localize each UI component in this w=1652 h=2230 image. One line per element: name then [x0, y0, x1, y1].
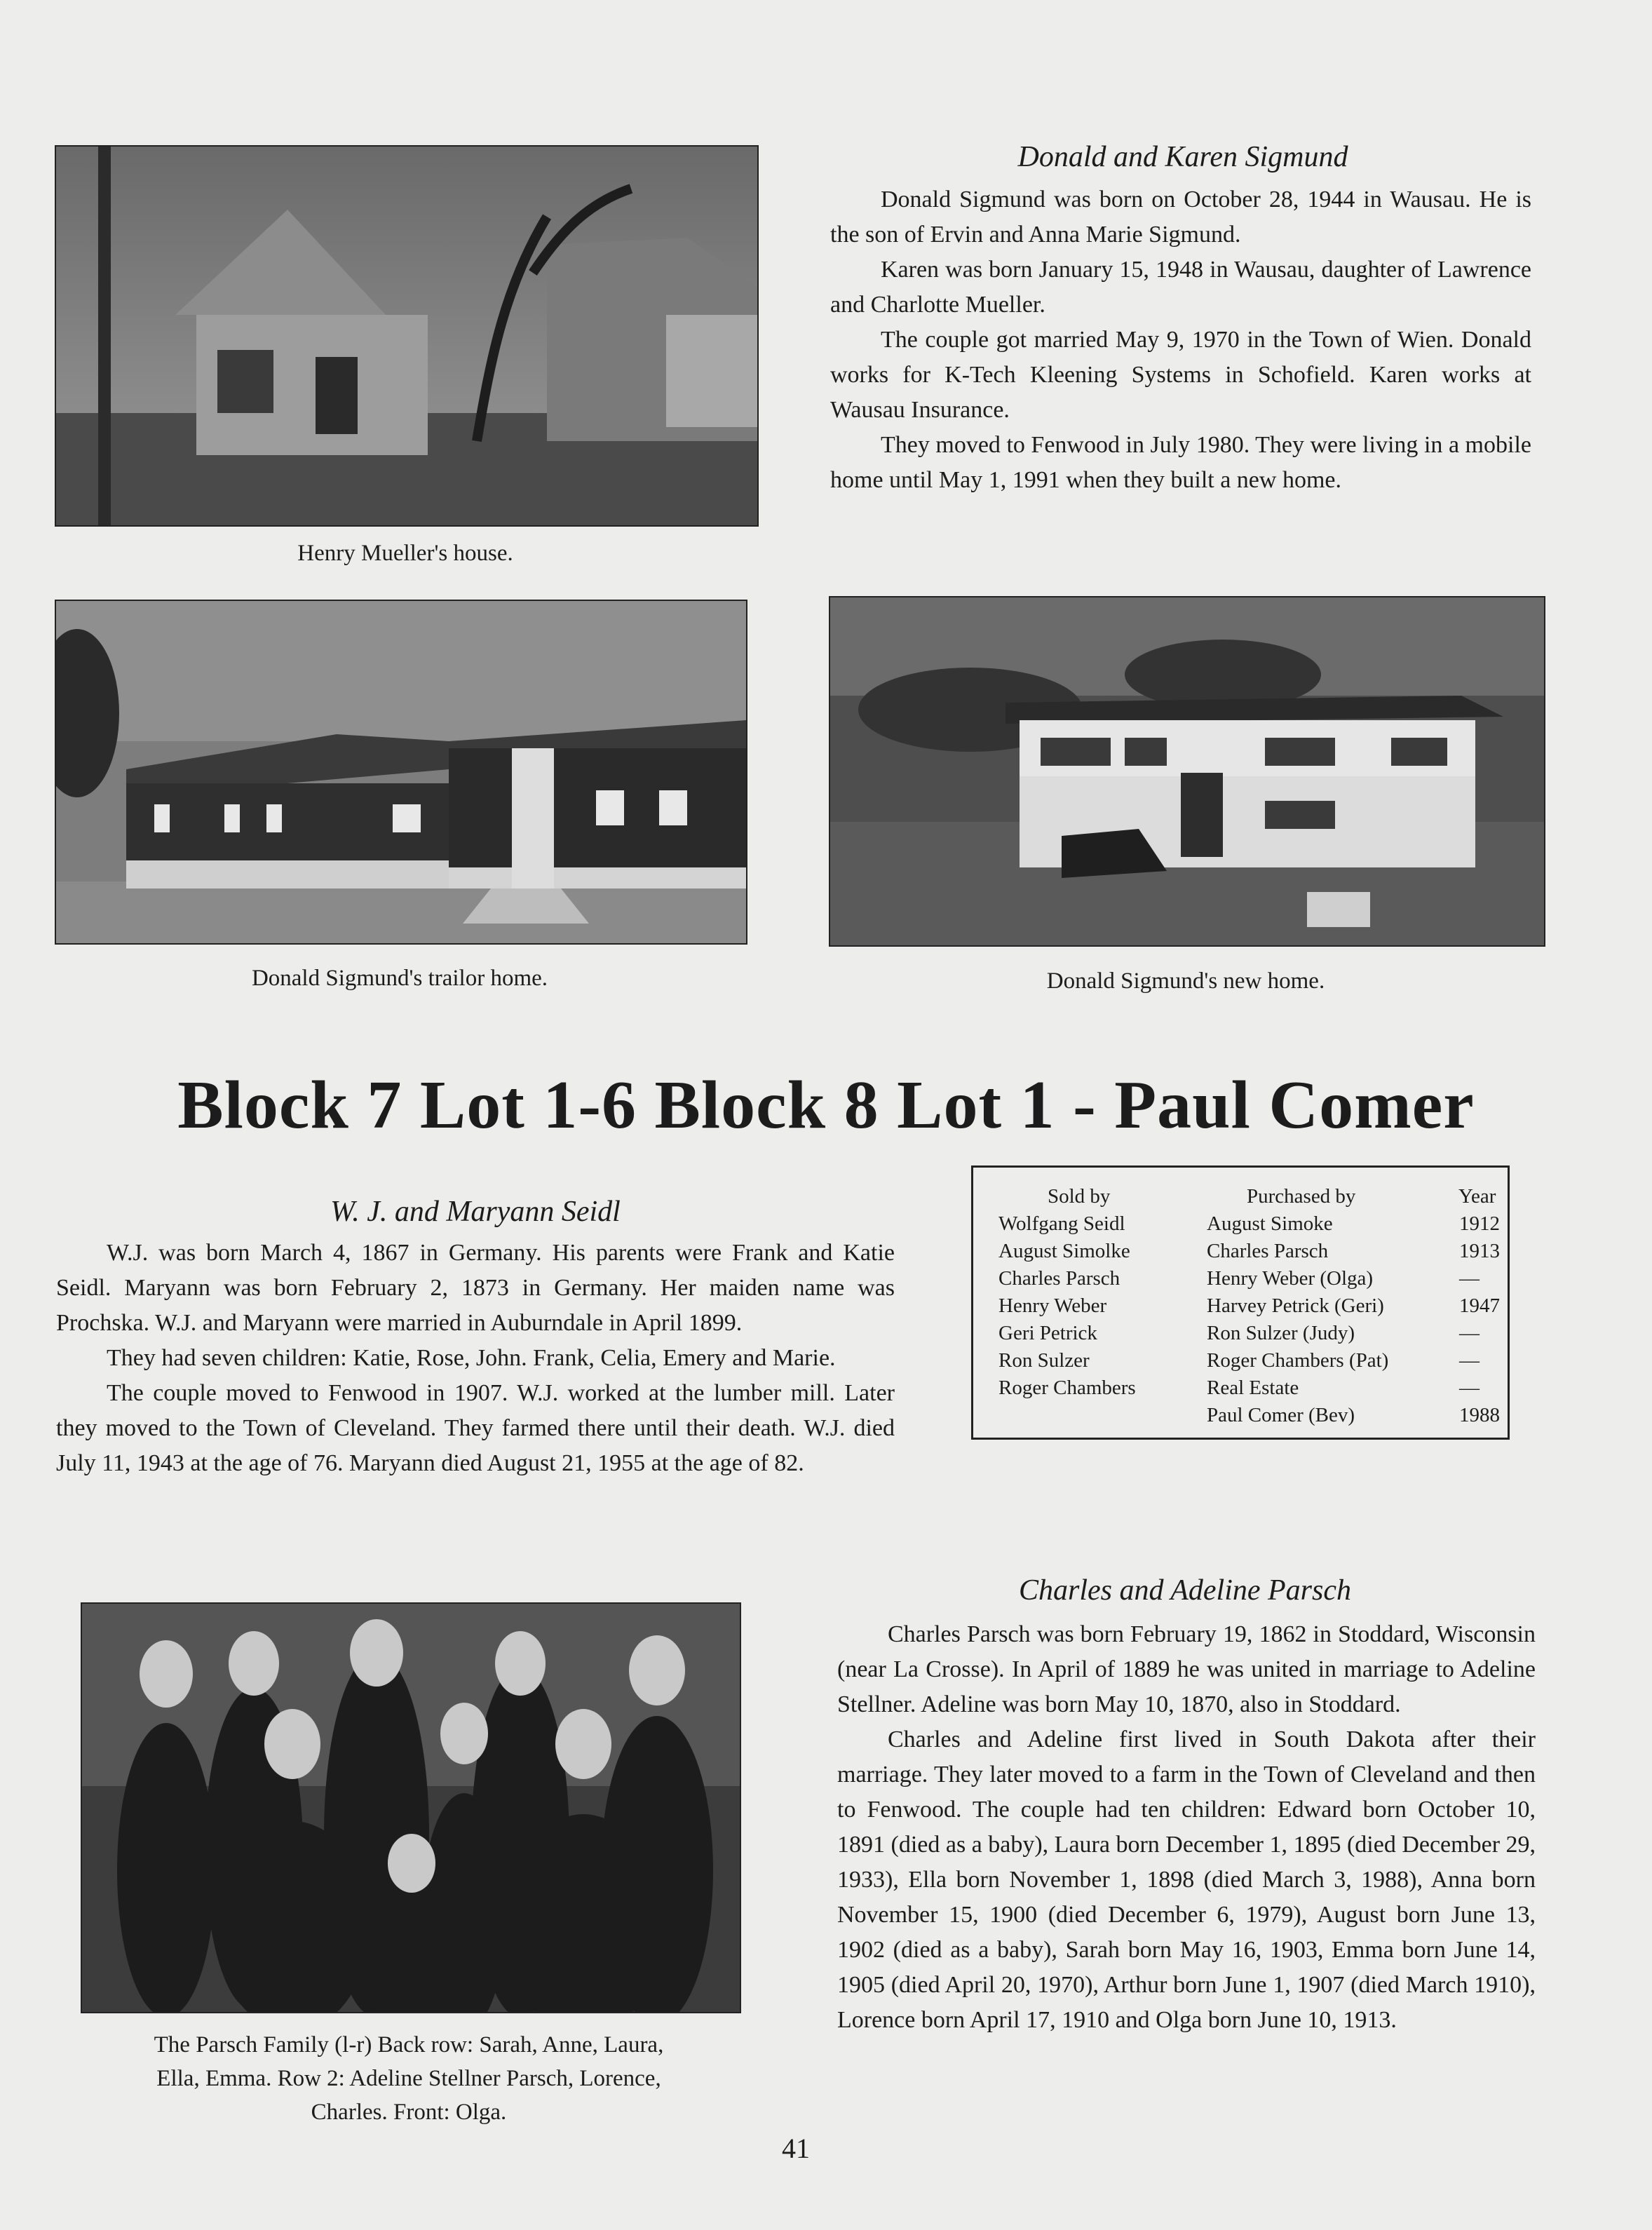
sold-by-cell: August Simolke — [998, 1240, 1130, 1262]
sold-by-cell: Ron Sulzer — [998, 1349, 1090, 1372]
sigmund-heading: Donald and Karen Sigmund — [1017, 141, 1348, 173]
block-lot-heading: Block 7 Lot 1-6 Block 8 Lot 1 - Paul Comer — [177, 1067, 1475, 1143]
header-year: Year — [1458, 1185, 1496, 1208]
seidl-paragraph-3: The couple moved to Fenwood in 1907. W.J. worked at the lumber mill. Later they moved to the Town of Cleveland. They farmed there until their death. W.J. died July 11, 1943 at the age of 76. Maryann died August 21, 1955 at the age of 82. — [56, 1380, 895, 1476]
year-cell: — — [1459, 1349, 1480, 1372]
caption-new-home: Donald Sigmund's new home. — [1046, 968, 1325, 994]
year-cell: 1988 — [1459, 1404, 1500, 1426]
caption-line: Ella, Emma. Row 2: Adeline Stellner Parsch, Lorence, — [156, 2066, 661, 2091]
parsch-article — [837, 1617, 1536, 2038]
seidl-heading: W. J. and Maryann Seidl — [330, 1196, 621, 1228]
purchased-by-cell: Real Estate — [1207, 1377, 1299, 1399]
year-cell: 1947 — [1459, 1295, 1500, 1317]
photo-new-home — [829, 596, 1545, 947]
parsch-heading: Charles and Adeline Parsch — [1018, 1574, 1352, 1607]
abstract-table — [971, 1165, 1510, 1440]
photo-parsch-family — [81, 1602, 741, 2013]
sold-by-cell: Charles Parsch — [998, 1267, 1120, 1290]
sigmund-paragraph-3: The couple got married May 9, 1970 in the Town of Wien. Donald works for K-Tech Kleening Systems in Schofield. Karen works at Wausau Insurance. — [830, 327, 1531, 423]
seidl-paragraph-1: W.J. was born March 4, 1867 in Germany. His parents were Frank and Katie Seidl. Maryann was born February 2, 1873 in Germany. Her maiden name was Prochska. W.J. and Maryann were married in Auburndale in April 1899. — [56, 1240, 895, 1336]
year-cell: — — [1459, 1377, 1480, 1399]
header-sold-by: Sold by — [1048, 1185, 1111, 1208]
header-purchased-by: Purchased by — [1247, 1185, 1356, 1208]
sold-by-cell: Roger Chambers — [998, 1377, 1136, 1399]
purchased-by-cell: Roger Chambers (Pat) — [1207, 1349, 1389, 1372]
purchased-by-cell: Paul Comer (Bev) — [1207, 1404, 1355, 1426]
caption-line: The Parsch Family (l-r) Back row: Sarah, Anne, Laura, — [154, 2032, 664, 2057]
sold-by-cell: Henry Weber — [998, 1295, 1107, 1317]
caption-mueller-house: Henry Mueller's house. — [297, 541, 513, 566]
sigmund-paragraph-4: They moved to Fenwood in July 1980. They were living in a mobile home until May 1, 1991 when they built a new home. — [830, 432, 1531, 493]
year-cell: — — [1459, 1322, 1480, 1344]
sold-by-cell: Geri Petrick — [998, 1322, 1097, 1344]
parsch-paragraph-2: Charles and Adeline first lived in South Dakota after their marriage. They later moved to a farm in the Town of Cleveland and then to Fenwood. The couple had ten children: Edward born October 10, 1891 (died as a baby), Laura born December 1, 1895 (died December 29, 1933), Ella born November 1, 1898 (died March 3, 1988), Anna born November 15, 1900 (died December 6, 1979), August born June 13, 1902 (died as a baby), Sarah born May 16, 1903, Emma born June 14, 1905 (died April 20, 1970), Arthur born June 1, 1907 (died March 1910), Lorence born April 17, 1910 and Olga born June 10, 1913. — [837, 1726, 1536, 2033]
parsch-paragraph-1: Charles Parsch was born February 19, 1862 in Stoddard, Wisconsin (near La Crosse). In April of 1889 he was united in marriage to Adeline Stellner. Adeline was born May 10, 1870, also in Stoddard. — [837, 1621, 1536, 1717]
purchased-by-cell: Harvey Petrick (Geri) — [1207, 1295, 1384, 1317]
sigmund-paragraph-1: Donald Sigmund was born on October 28, 1944 in Wausau. He is the son of Ervin and Anna Marie Sigmund. — [830, 187, 1531, 248]
sigmund-paragraph-2: Karen was born January 15, 1948 in Wausau, daughter of Lawrence and Charlotte Mueller. — [830, 257, 1531, 318]
seidl-article — [56, 1236, 895, 1481]
purchased-by-cell: Henry Weber (Olga) — [1207, 1267, 1374, 1290]
seidl-paragraph-2: They had seven children: Katie, Rose, John. Frank, Celia, Emery and Marie. — [107, 1345, 836, 1371]
caption-line: Charles. Front: Olga. — [311, 2100, 507, 2125]
year-cell: — — [1459, 1267, 1480, 1290]
sigmund-article — [830, 182, 1531, 498]
sold-by-cell: Wolfgang Seidl — [998, 1212, 1125, 1235]
photo-trailor-home — [55, 600, 747, 945]
photo-mueller-house — [55, 145, 759, 527]
page-number: 41 — [782, 2133, 810, 2164]
purchased-by-cell: Charles Parsch — [1207, 1240, 1329, 1262]
year-cell: 1913 — [1459, 1240, 1500, 1262]
purchased-by-cell: Ron Sulzer (Judy) — [1207, 1322, 1355, 1344]
caption-trailor-home: Donald Sigmund's trailor home. — [251, 966, 548, 991]
year-cell: 1912 — [1459, 1212, 1500, 1235]
purchased-by-cell: August Simoke — [1207, 1212, 1333, 1235]
caption-parsch-family — [55, 2028, 763, 2129]
